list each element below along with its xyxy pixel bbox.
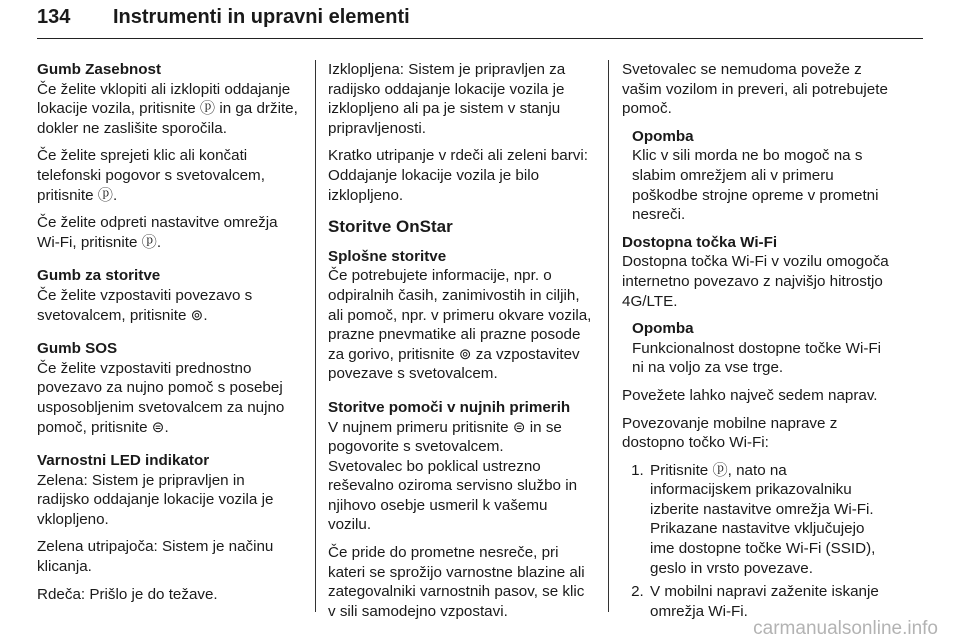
led-paragraph-3: Rdeča: Prišlo je do težave. <box>37 585 218 603</box>
emergency-paragraph-3: Če pride do prometne nesreče, pri kateri se sprožijo varnostne blazine ali zategovalniki varnostnih pasov, se klic v sili samodejno vzpostavi. <box>328 544 585 620</box>
note-2-label: Opomba <box>632 320 694 338</box>
column-divider-1 <box>315 60 316 612</box>
column-2 <box>328 60 592 629</box>
watermark: carmanualsonline.info <box>753 618 938 639</box>
sos-button-heading: Gumb SOS <box>37 340 118 358</box>
note-1 <box>622 127 892 225</box>
general-services-paragraph: Če potrebujete informacije, npr. o odpiralnih časih, zanimivostih in ciljih, ali pomoč, npr. v primeru okvare vozila, prazne pnevmatike ali prazne posode za gorivo, pritisnite ⊚ za vzpostavitev povezave s svetovalcem. <box>328 267 592 383</box>
privacy-paragraph-2: Če želite sprejeti klic ali končati telefonski pogovor s svetovalcem, pritisnite ⓟ. <box>37 147 265 204</box>
advisor-paragraph: Svetovalec se nemudoma poveže z vašim vozilom in preveri, ali potrebujete pomoč. <box>622 61 888 118</box>
page-header <box>37 4 923 40</box>
emergency-services-heading: Storitve pomoči v nujnih primerih <box>328 398 571 416</box>
column-1 <box>37 60 301 612</box>
page-number: 134 <box>37 6 71 28</box>
header-rule <box>37 38 923 39</box>
wifi-paragraph-2: Povežete lahko največ sedem naprav. <box>622 386 878 404</box>
led-indicator-heading: Varnostni LED indikator <box>37 452 210 470</box>
led-blink-paragraph: Kratko utripanje v rdeči ali zeleni barvi: Oddajanje lokacije vozila je bilo izklopljeno. <box>328 147 588 204</box>
wifi-steps-list <box>622 461 892 622</box>
privacy-paragraph-3: Če želite odpreti nastavitve omrežja Wi-Fi, pritisnite ⓟ. <box>37 214 278 251</box>
note-2 <box>622 319 892 378</box>
wifi-paragraph-3: Povezovanje mobilne naprave z dostopno točko Wi-Fi: <box>622 414 838 452</box>
wifi-hotspot-heading: Dostopna točka Wi-Fi <box>622 233 778 251</box>
note-1-text: Klic v sili morda ne bo mogoč na s slabim omrežjem ali v primeru poškodbe strojne opreme v prometni nesreči. <box>632 147 879 224</box>
wifi-paragraph-1: Dostopna točka Wi-Fi v vozilu omogoča internetno povezavo z najvišjo hitrostjo 4G/LTE. <box>622 253 889 310</box>
led-off-paragraph: Izklopljena: Sistem je pripravljen za radijsko oddajanje lokacije vozila je izklopljeno ali pa je sistem v stanju pripravljenosti. <box>328 61 566 137</box>
led-paragraph-2: Zelena utripajoča: Sistem je načinu klicanja. <box>37 538 274 576</box>
note-2-text: Funkcionalnost dostopne točke Wi-Fi ni na voljo za vse trge. <box>632 339 882 377</box>
general-services-heading: Splošne storitve <box>328 247 447 265</box>
emergency-paragraph-2: Svetovalec bo poklical ustrezno reševalno oziroma servisno službo in njihovo osebje usmeril k vašemu vozilu. <box>328 457 578 534</box>
note-1-label: Opomba <box>632 127 694 145</box>
led-paragraph-1: Zelena: Sistem je pripravljen in radijsko oddajanje lokacije vozila je vklopljeno. <box>37 471 274 528</box>
privacy-paragraph-1: Če želite vklopiti ali izklopiti oddajanje lokacije vozila, pritisnite ⓟ in ga držite, dokler ne zaslišite sporočila. <box>37 80 298 137</box>
sos-paragraph: Če želite vzpostaviti prednostno povezavo za nujno pomoč s posebej usposobljenim svetovalcem za nujno pomoč, pritisnite ⊜. <box>37 359 285 436</box>
section-title: Storitve OnStar <box>328 217 453 237</box>
running-title: Instrumenti in upravni elementi <box>113 6 410 28</box>
column-3 <box>622 60 892 625</box>
wifi-step-2: 2. V mobilni napravi zaženite iskanje omrežja Wi-Fi. <box>648 582 892 621</box>
service-button-heading: Gumb za storitve <box>37 267 161 285</box>
column-divider-2 <box>608 60 609 612</box>
service-paragraph: Če želite vzpostaviti povezavo s svetovalcem, pritisnite ⊚. <box>37 286 253 324</box>
privacy-button-heading: Gumb Zasebnost <box>37 61 162 78</box>
wifi-step-1: 1. Pritisnite ⓟ, nato na informacijskem prikazovalniku izberite nastavitve omrežja Wi-Fi. Prikazane nastavitve vključujejo ime dostopne točke Wi-Fi (SSID), geslo in vrsto povezave. <box>648 461 892 579</box>
emergency-paragraph-1: V nujnem primeru pritisnite ⊜ in se pogovorite s svetovalcem. <box>328 418 562 456</box>
